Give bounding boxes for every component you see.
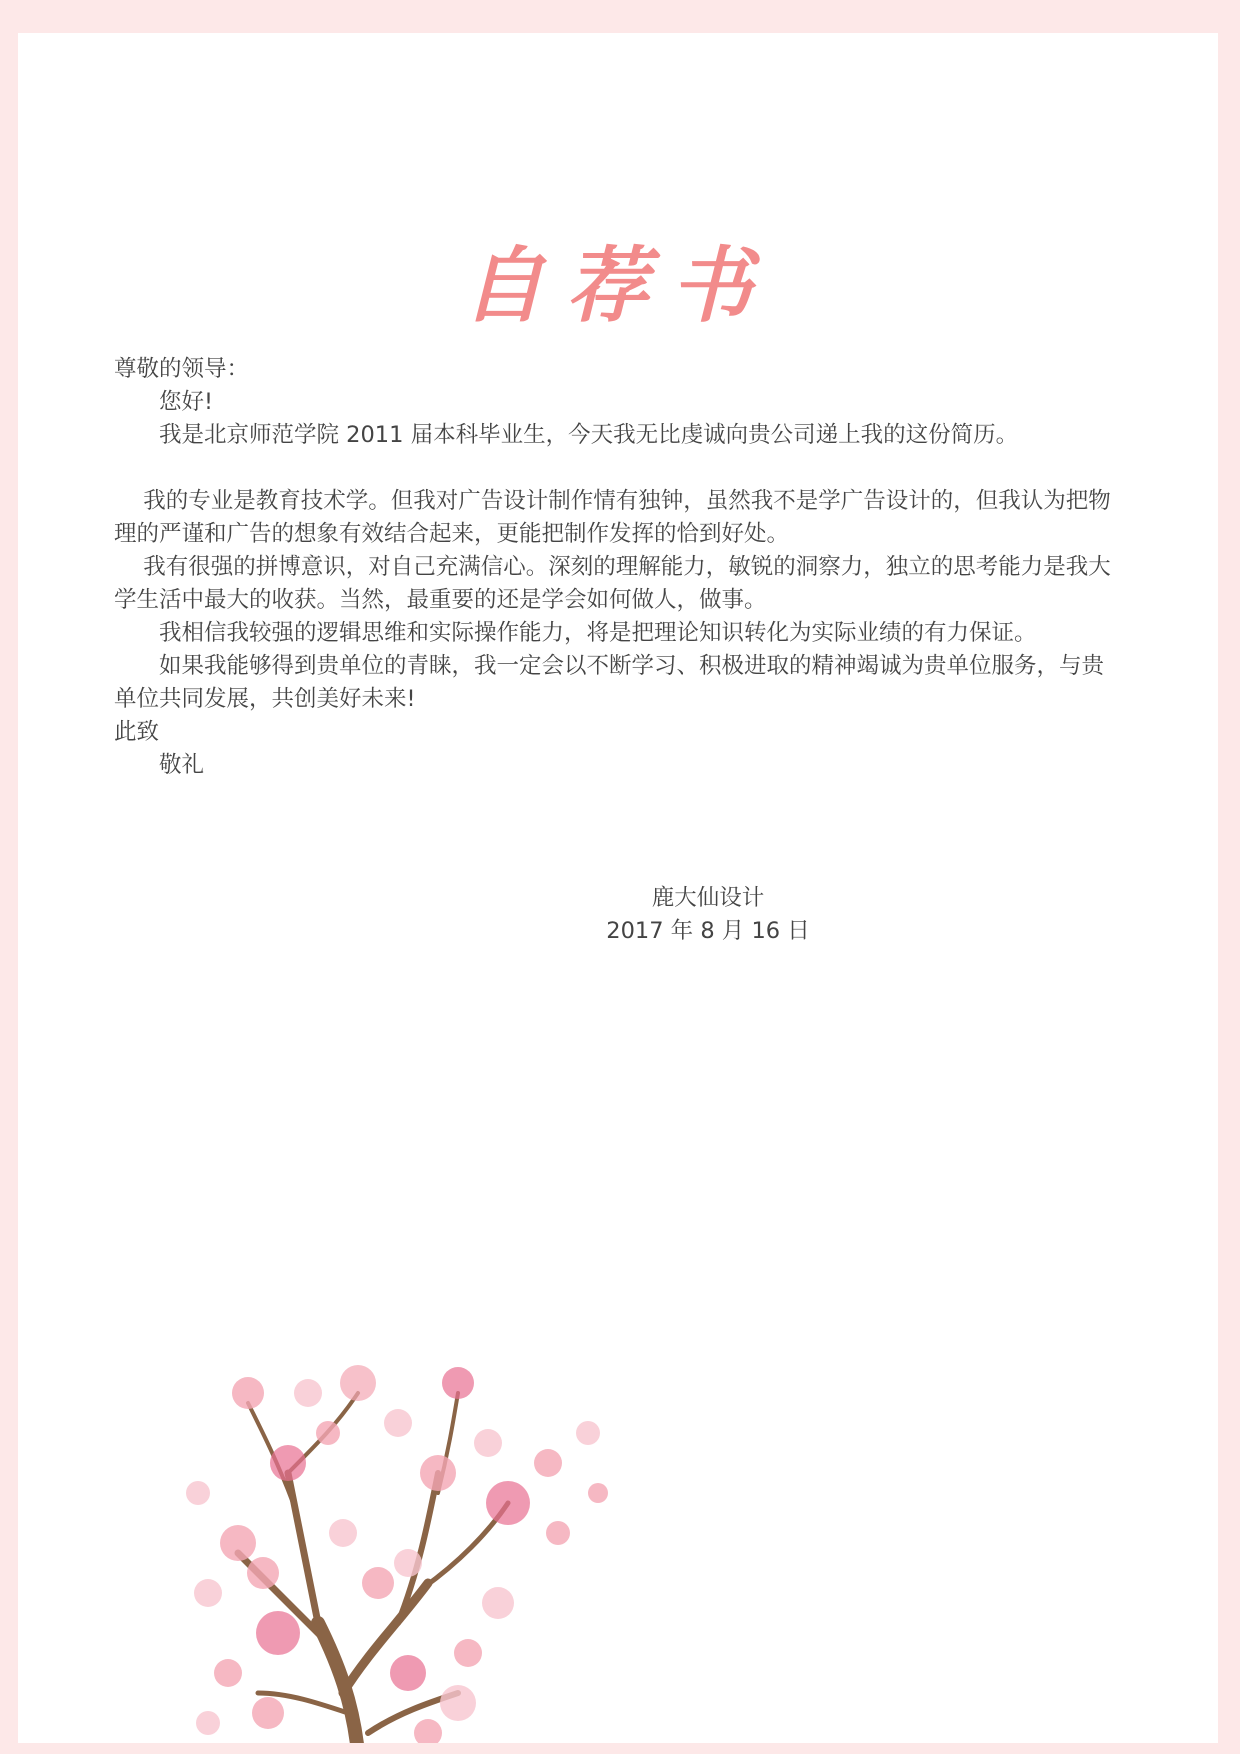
cherry-tree-icon — [168, 1333, 648, 1743]
tree-blossoms — [186, 1365, 608, 1743]
letter-page — [18, 33, 1218, 1743]
paragraph-ability: 我有很强的拼博意识，对自己充满信心。深刻的理解能力，敏锐的洞察力，独立的思考能力是我大学生活中最大的收获。当然，最重要的还是学会如何做人，做事。 — [114, 554, 1111, 613]
closing-line: 此致 — [114, 719, 160, 745]
closing-salute: 敬礼 — [159, 752, 205, 778]
signature-name: 鹿大仙设计 — [651, 885, 765, 911]
salutation: 尊敬的领导： — [114, 356, 250, 382]
signature-block — [578, 882, 838, 948]
page-title: 自荐书 — [462, 238, 774, 334]
paragraph-logic: 我相信我较强的逻辑思维和实际操作能力，将是把理论知识转化为实际业绩的有力保证。 — [159, 620, 1037, 646]
signature-date: 2017 年 8 月 16 日 — [606, 918, 810, 944]
paragraph-major: 我的专业是教育技术学。但我对广告设计制作情有独钟，虽然我不是学广告设计的，但我认为把物理的严谨和广告的想象有效结合起来，更能把制作发挥的恰到好处。 — [114, 488, 1111, 547]
intro-paragraph: 我是北京师范学院 2011 届本科毕业生，今天我无比虔诚向贵公司递上我的这份简历。 — [159, 422, 1019, 448]
letter-body — [114, 353, 1114, 782]
greeting: 您好! — [159, 389, 214, 415]
paragraph-hope: 如果我能够得到贵单位的青睐，我一定会以不断学习、积极进取的精神竭诚为贵单位服务，与贵单位共同发展，共创美好未来! — [114, 653, 1105, 712]
paragraph-gap — [114, 452, 1114, 485]
